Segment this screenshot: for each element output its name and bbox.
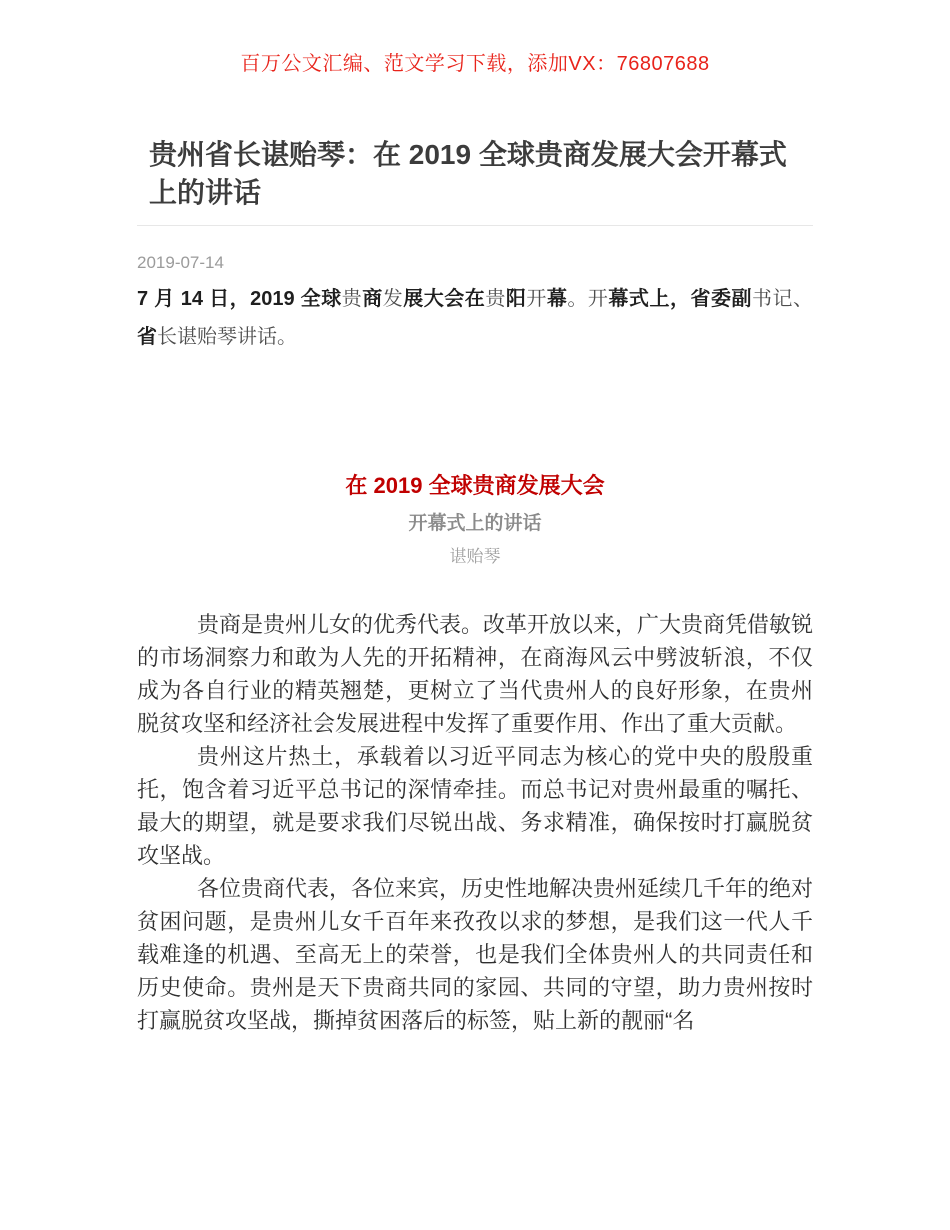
intro-text-segment: 幕式上，省委副	[608, 288, 753, 310]
intro-text-segment: 开	[526, 288, 547, 310]
intro-text-segment: 发	[382, 288, 404, 310]
intro-text-segment: 长谌贻琴讲话。	[157, 326, 297, 348]
intro-text-segment: 阳	[505, 288, 527, 310]
intro-text-segment: 商	[362, 288, 383, 310]
speech-body	[137, 608, 813, 1037]
intro-text-segment: 7 月 14 日，2019 全球	[137, 288, 342, 310]
intro-text-segment: 。	[567, 288, 588, 310]
promo-banner: 百万公文汇编、范文学习下载，添加VX：76807688	[240, 53, 710, 75]
intro-text-segment: 幕	[546, 288, 568, 310]
speech-paragraph: 贵州这片热土，承载着以习近平同志为核心的党中央的殷殷重托，饱含着习近平总书记的深情牵挂。而总书记对贵州最重的嘱托、最大的期望，就是要求我们尽锐出战、务求精准，确保按时打赢脱贫攻坚战。	[137, 744, 813, 868]
intro-text-segment: 贵	[485, 288, 506, 310]
speech-paragraph: 贵商是贵州儿女的优秀代表。改革开放以来，广大贵商凭借敏锐的市场洞察力和敢为人先的开拓精神，在商海风云中劈波斩浪，不仅成为各自行业的精英翘楚，更树立了当代贵州人的良好形象，在贵州脱贫攻坚和经济社会发展进程中发挥了重要作用、作出了重大贡献。	[137, 612, 814, 736]
page-title: 贵州省长谌贻琴：在 2019 全球贵商发展大会开幕式上的讲话	[149, 139, 787, 208]
intro-text-segment: 书记、	[752, 288, 814, 310]
speech-subheading: 开幕式上的讲话	[408, 513, 542, 534]
article-container	[137, 136, 813, 1037]
title-divider	[137, 225, 813, 226]
speech-author: 谌贻琴	[449, 547, 501, 566]
intro-text-segment: 贵	[341, 288, 363, 310]
speech-paragraph: 各位贵商代表，各位来宾，历史性地解决贵州延续几千年的绝对贫困问题，是贵州儿女千百年来孜孜以求的梦想，是我们这一代人千载难逢的机遇、至高无上的荣誉，也是我们全体贵州人的共同责任和历史使命。贵州是天下贵商共同的家园、共同的守望，助力贵州按时打赢脱贫攻坚战，撕掉贫困落后的标签，贴上新的靓丽“名	[137, 876, 814, 1033]
intro-text-segment: 开	[587, 288, 609, 310]
speech-heading: 在 2019 全球贵商发展大会	[345, 473, 605, 498]
intro-text-segment: 展大会在	[403, 288, 486, 310]
article-intro	[137, 280, 813, 356]
intro-text-segment: 省	[137, 326, 157, 348]
article-date: 2019-07-14	[137, 253, 224, 272]
